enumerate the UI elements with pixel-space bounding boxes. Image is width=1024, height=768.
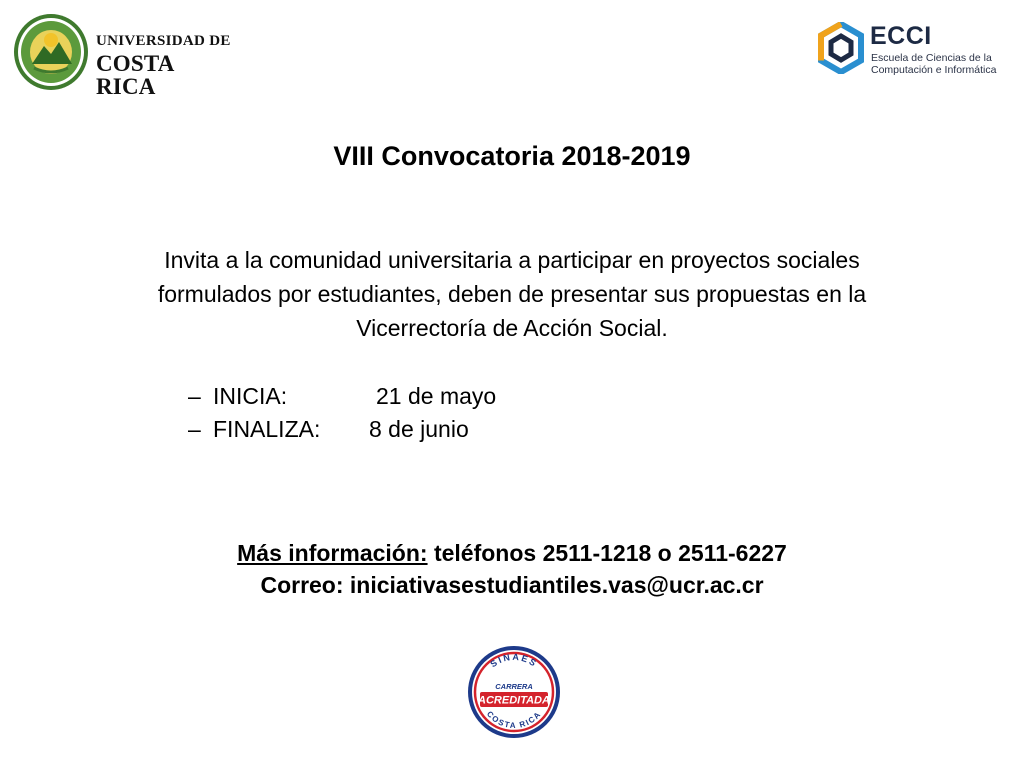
intro-line: formulados por estudiantes, deben de presentar sus propuestas en la bbox=[157, 281, 867, 307]
badge-middle-text1: CARRERA bbox=[495, 682, 533, 691]
more-info-label: Más información: bbox=[237, 540, 428, 566]
ecci-subtitle-line2: Computación e Informática bbox=[871, 64, 997, 76]
ecci-logo bbox=[818, 22, 1008, 78]
date-label: FINALIZA: bbox=[213, 416, 321, 442]
ecci-hexagon-icon bbox=[818, 22, 864, 74]
ucr-name-line1: UNIVERSIDAD DE bbox=[96, 33, 231, 49]
dash-bullet: – bbox=[188, 383, 201, 409]
ucr-seal-icon bbox=[12, 12, 90, 92]
date-value: 8 de junio bbox=[369, 416, 469, 442]
intro-paragraph bbox=[60, 243, 964, 345]
intro-line: Invita a la comunidad universitaria a participar en proyectos sociales bbox=[164, 247, 860, 273]
intro-line: Vicerrectoría de Acción Social. bbox=[356, 315, 668, 341]
contact-info bbox=[0, 537, 1024, 601]
dash-bullet: – bbox=[188, 416, 201, 442]
date-value: 21 de mayo bbox=[376, 383, 497, 409]
sinaes-accreditation-badge bbox=[466, 644, 562, 740]
ecci-subtitle-line1: Escuela de Ciencias de la bbox=[871, 52, 992, 64]
page-title: VIII Convocatoria 2018-2019 bbox=[333, 141, 691, 171]
badge-middle-text2: ACREDITADA bbox=[478, 694, 550, 707]
ecci-name: ECCI bbox=[870, 22, 932, 50]
badge-bottom-text: COSTA RICA bbox=[484, 709, 544, 731]
email-line[interactable]: Correo: iniciativasestudiantiles.vas@ucr.ac.cr bbox=[260, 572, 764, 598]
phone-numbers: teléfonos 2511-1218 o 2511-6227 bbox=[433, 540, 787, 566]
date-label: INICIA: bbox=[213, 383, 288, 409]
phone-line bbox=[0, 537, 1024, 569]
ucr-name-line2: COSTA RICA bbox=[96, 51, 174, 99]
ucr-logo bbox=[12, 12, 232, 99]
badge-top-text: SINAES bbox=[488, 651, 540, 670]
